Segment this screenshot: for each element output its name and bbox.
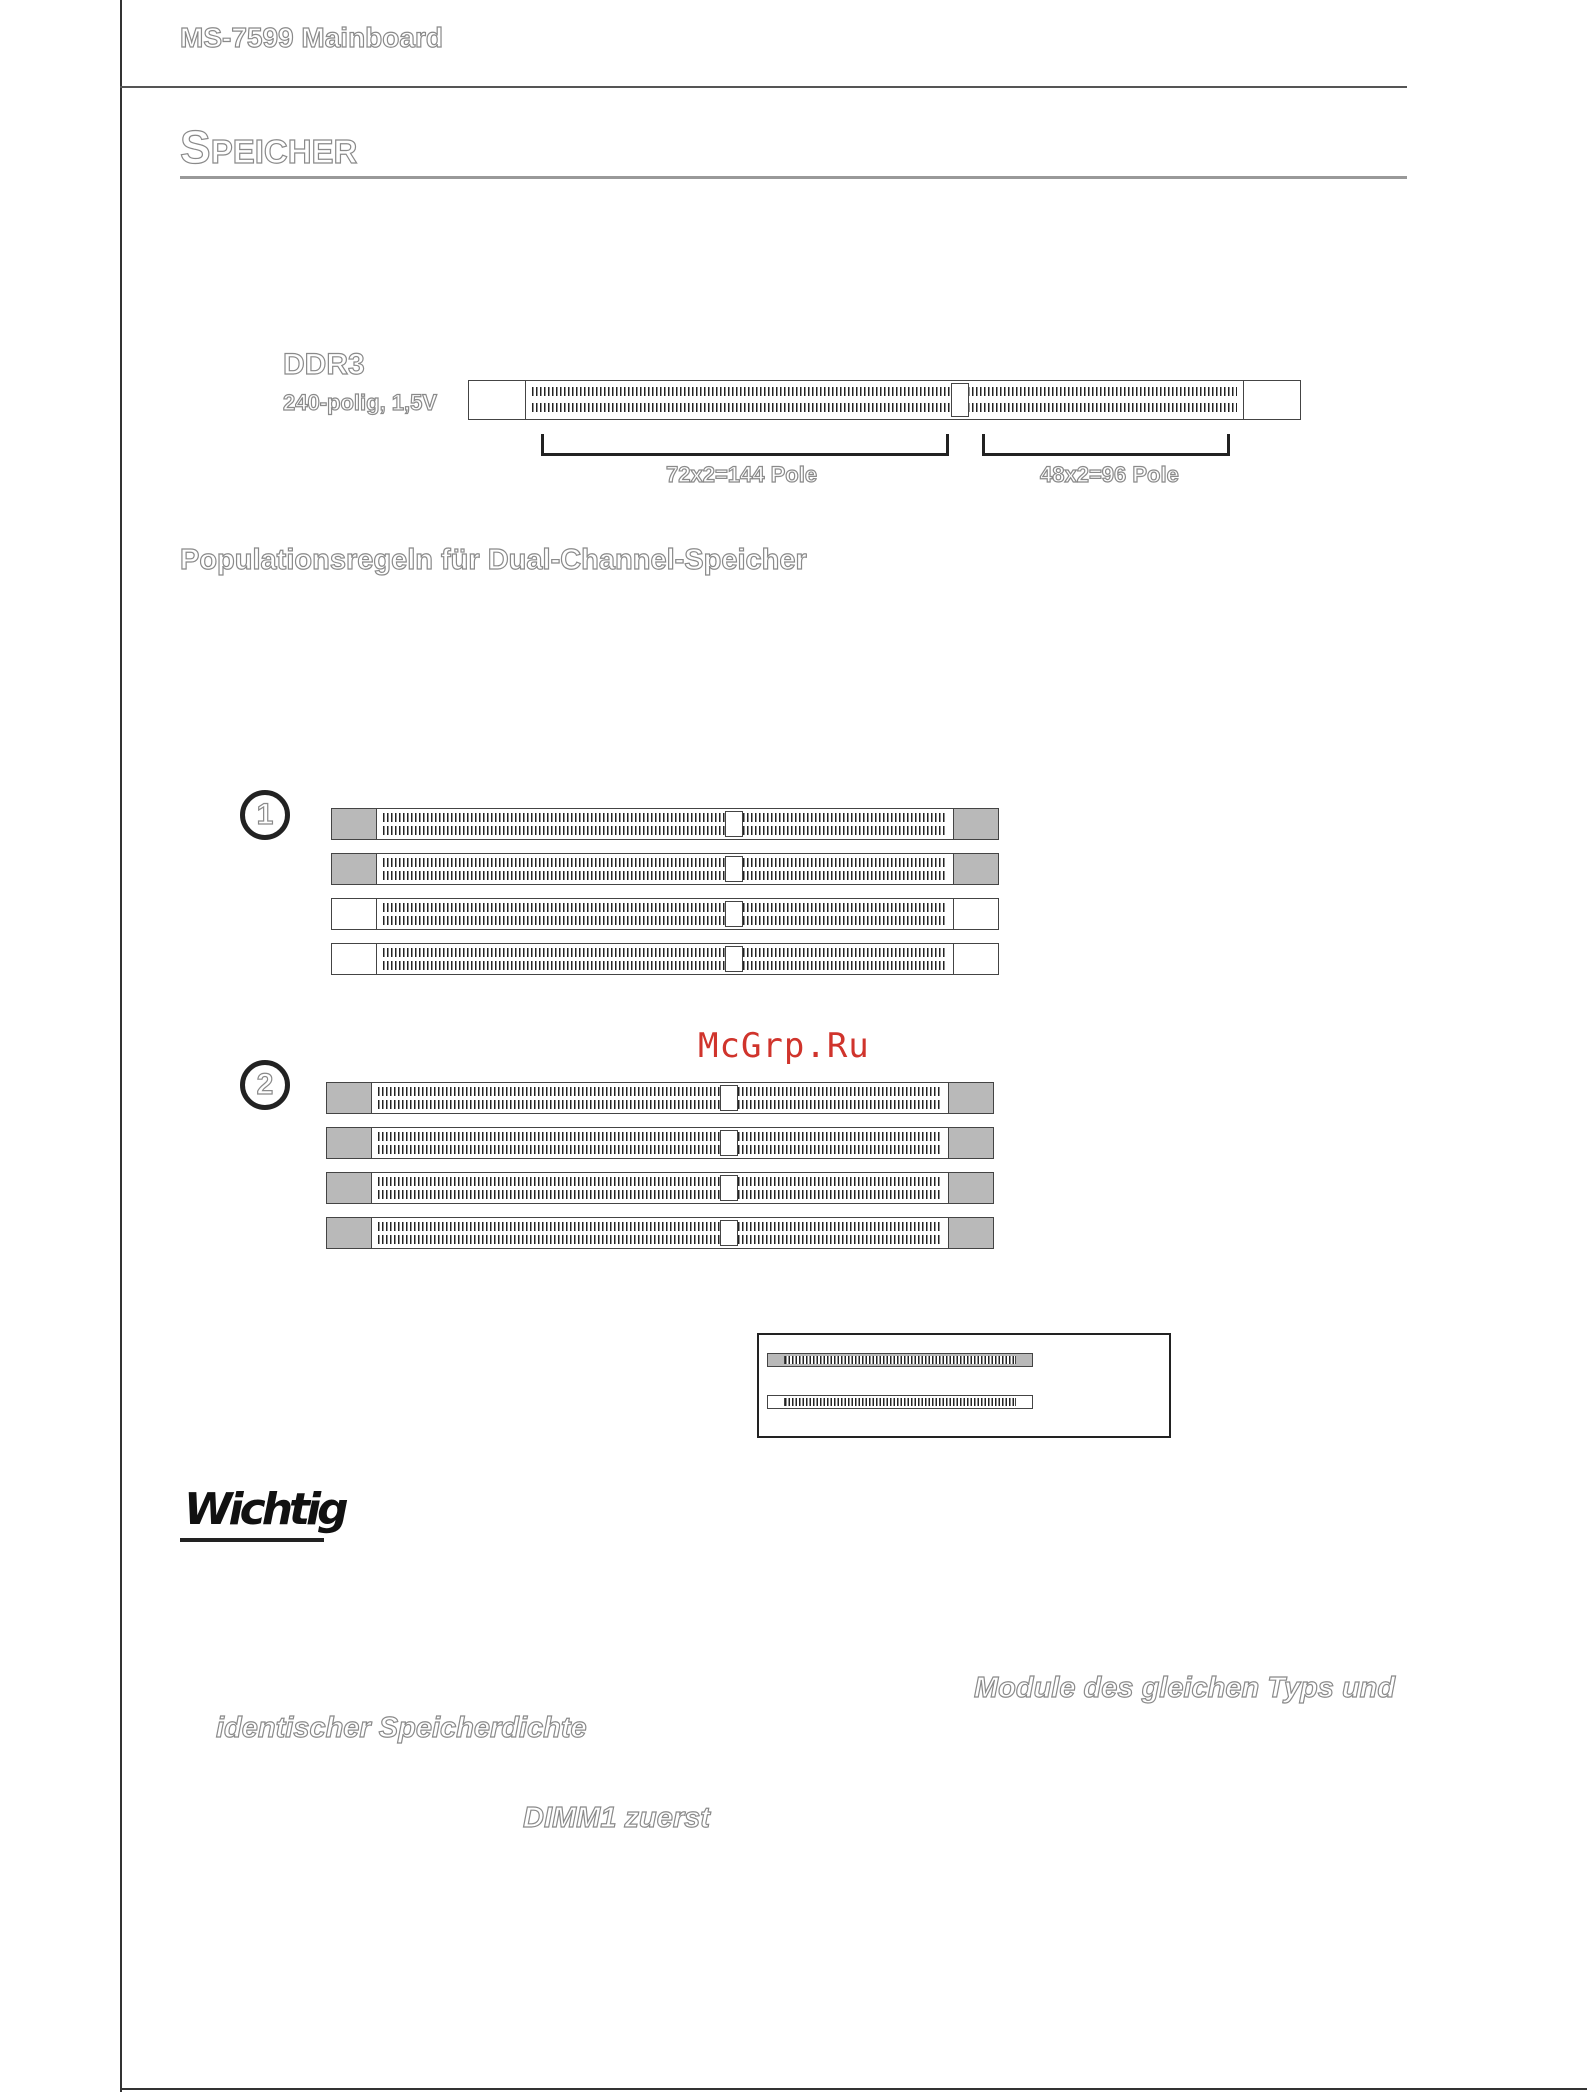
slot-pins-bottom (383, 961, 947, 970)
header-title: MS-7599 Mainboard (180, 22, 443, 53)
mini-slot-empty (767, 1395, 1033, 1409)
dimm-slot-2-populated (326, 1127, 994, 1159)
slot-pins-bottom (378, 1190, 942, 1199)
note-1-emphasis-a: Module des gleichen Typs und (974, 1672, 1396, 1704)
section-title (180, 121, 358, 175)
slot-body (371, 1173, 949, 1203)
slot-body (376, 854, 954, 884)
config-2-number: 2 (240, 1060, 290, 1110)
slot-body (376, 944, 954, 974)
population-heading: Populationsregeln für Dual-Channel-Speicher (180, 544, 807, 576)
watermark: McGrp.Ru (698, 1026, 870, 1066)
dimm-slot-3-populated (326, 1172, 994, 1204)
bottom-rule (120, 2088, 1587, 2090)
slot-pins-top (383, 903, 947, 912)
slot-body (525, 381, 1244, 419)
slot-key-notch (720, 1220, 738, 1246)
config-1-number: 1 (240, 790, 290, 840)
slot-body (376, 809, 954, 839)
slot-pins-bottom (378, 1235, 942, 1244)
ddr3-spec: 240-polig, 1,5V (283, 390, 438, 415)
dimm-slot-1-populated (331, 808, 999, 840)
two-slot-diagram (757, 1333, 1171, 1438)
slot-pins-top (383, 858, 947, 867)
slot-pins-bottom (378, 1100, 942, 1109)
dimm-slot-1-populated (326, 1082, 994, 1114)
left-pins-label: 72x2=144 Pole (666, 462, 818, 487)
slot-pins-top (532, 387, 1237, 396)
slot-pins-top (383, 948, 947, 957)
slot-body (371, 1218, 949, 1248)
slot-key-notch (725, 901, 743, 927)
right-pins-label: 48x2=96 Pole (1040, 462, 1179, 487)
slot-pins-top (383, 813, 947, 822)
dimm-slot-4-populated (326, 1217, 994, 1249)
dimm-slot-2-populated (331, 853, 999, 885)
slot-key-notch (725, 856, 743, 882)
slot-pins-top (378, 1087, 942, 1096)
slot-pins-bottom (383, 871, 947, 880)
left-margin-rule (120, 0, 122, 2092)
ddr3-slot-diagram (468, 380, 1301, 420)
header-rule (120, 86, 1407, 88)
slot-key-notch (720, 1130, 738, 1156)
note-2-emphasis: DIMM1 zuerst (523, 1802, 710, 1834)
slot-body (371, 1128, 949, 1158)
slot-body (371, 1083, 949, 1113)
slot-pins-bottom (532, 403, 1237, 412)
slot-key-notch (720, 1175, 738, 1201)
slot-key-notch (720, 1085, 738, 1111)
section-title-initial: S (180, 121, 211, 173)
dimm-slot-4-empty (331, 943, 999, 975)
slot-body (376, 899, 954, 929)
important-underline (180, 1538, 324, 1542)
slot-key-notch (725, 811, 743, 837)
mini-slot-filled (767, 1353, 1033, 1367)
slot-pins-bottom (383, 916, 947, 925)
left-pins-bracket (541, 434, 949, 456)
note-1-emphasis-b: identischer Speicherdichte (216, 1712, 587, 1744)
mini-slot-pins (784, 1356, 1016, 1364)
slot-pins-bottom (378, 1145, 942, 1154)
important-label: Wichtig (184, 1484, 345, 1535)
slot-pins-top (378, 1222, 942, 1231)
slot-pins-bottom (383, 826, 947, 835)
dimm-slot-3-empty (331, 898, 999, 930)
ddr3-label: DDR3 (283, 348, 365, 381)
section-title-rule (180, 176, 1407, 179)
slot-key-notch (725, 946, 743, 972)
slot-key-notch (951, 383, 969, 417)
mini-slot-pins (784, 1398, 1016, 1406)
right-pins-bracket (982, 434, 1230, 456)
slot-pins-top (378, 1177, 942, 1186)
section-title-rest: PEICHER (210, 133, 358, 170)
slot-pins-top (378, 1132, 942, 1141)
